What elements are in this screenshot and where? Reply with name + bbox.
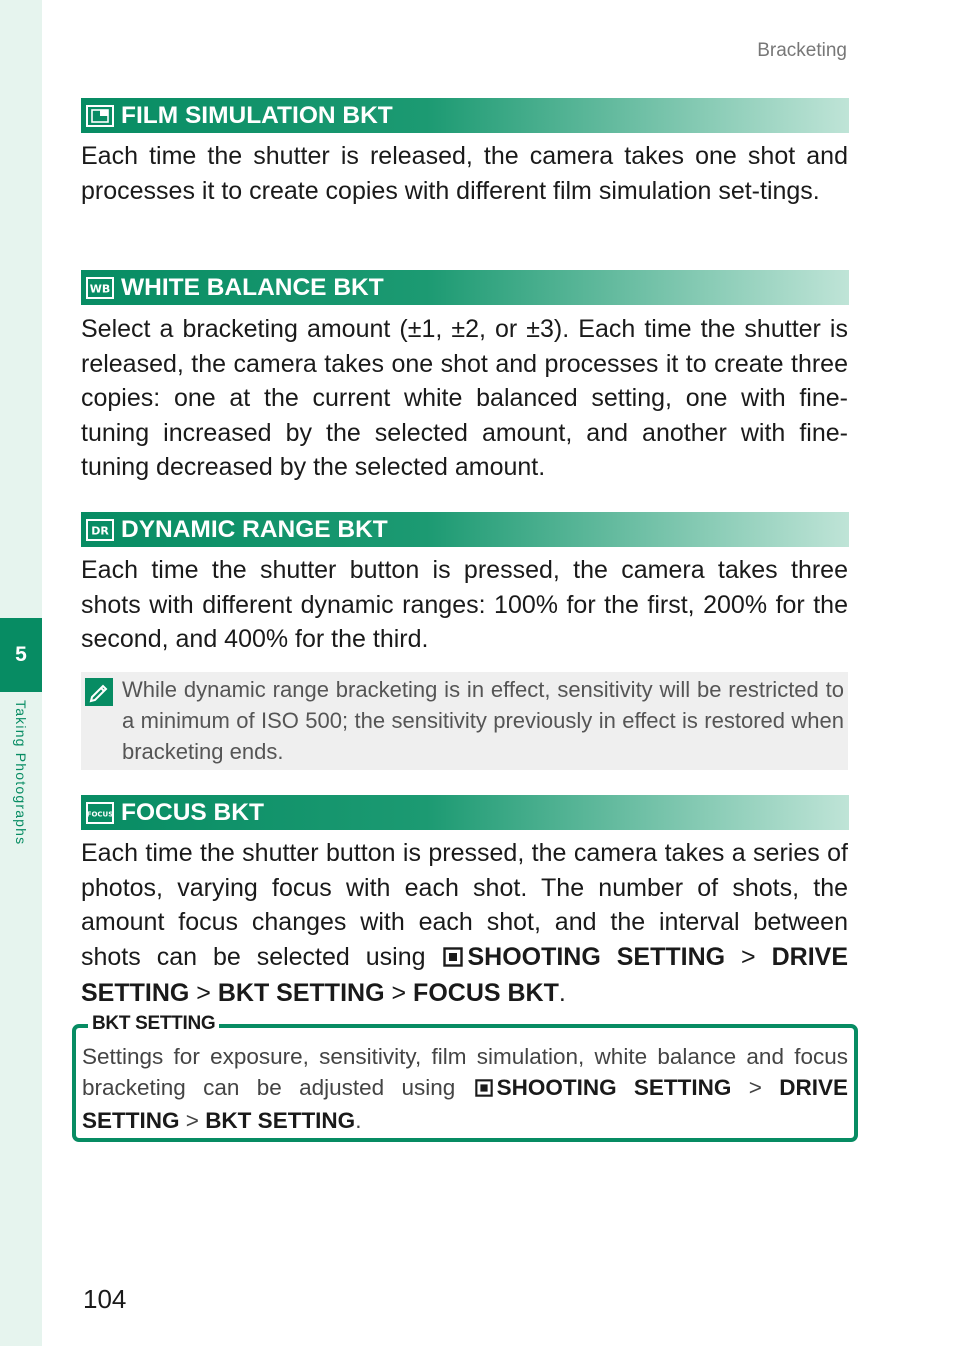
bkt-setting-text — [82, 1041, 848, 1136]
sentence-end: . — [355, 1108, 362, 1133]
section-body-dynamic-range: Each time the shutter button is pressed, the camera takes three shots with different dynamic ranges: 100% for the first, 200% for the second, and 400% for the third. — [81, 556, 848, 653]
section-title: FOCUS BKT — [121, 798, 264, 826]
bkt-setting-box — [72, 1013, 858, 1142]
menu-separator: > — [196, 979, 211, 1007]
svg-text:FOCUS: FOCUS — [86, 810, 114, 818]
page-number: 104 — [83, 1284, 127, 1314]
section-heading-focus — [81, 795, 849, 830]
menu-shooting-setting: SHOOTING SETTING — [496, 1075, 732, 1100]
menu-focus-bkt: FOCUS BKT — [413, 979, 559, 1007]
bkt-lead: Settings for exposure, sensitivity, film simulation, white balance and focus bracketing can be adjusted using — [82, 1044, 848, 1100]
shooting-setting-icon — [443, 942, 463, 977]
note-box — [81, 672, 848, 770]
section-title: WHITE BALANCE BKT — [121, 273, 384, 301]
menu-bkt-setting: BKT SETTING — [217, 979, 385, 1007]
menu-separator: > — [741, 942, 756, 971]
chapter-label: Taking Photographs — [13, 700, 29, 846]
section-body-focus — [81, 836, 848, 1011]
bkt-setting-title: BKT SETTING — [88, 1012, 219, 1036]
section-body-white-balance: Select a bracketing amount (±1, ±2, or ±3). Each time the shutter is released, the camera takes one shot and processes it to create three copies: one at the current white balanced setting, one with fine-tuning increased by the selected amount, and another with fine-tuning decreased by the selected amount. — [81, 315, 848, 481]
film-simulation-icon — [85, 104, 115, 128]
section-title: FILM SIMULATION BKT — [121, 101, 393, 129]
focus-icon — [85, 801, 115, 825]
menu-separator: > — [391, 979, 407, 1007]
wb-icon — [85, 276, 115, 300]
menu-separator: > — [185, 1108, 199, 1133]
dr-icon — [85, 518, 115, 542]
section-heading-white-balance — [81, 270, 849, 305]
svg-text:DR: DR — [91, 524, 109, 537]
section-heading-film-simulation — [81, 98, 849, 133]
section-heading-dynamic-range — [81, 512, 849, 547]
note-pencil-icon — [84, 677, 114, 712]
menu-shooting-setting: SHOOTING SETTING — [467, 942, 726, 971]
menu-bkt-setting: BKT SETTING — [205, 1108, 356, 1133]
svg-text:WB: WB — [89, 282, 111, 295]
focus-body-lead: Each time the shutter button is pressed, the camera takes a series of photos, varying focus with each shot. The number of shots, the amount focus changes with each shot, and the interval between shots can be selected using — [81, 839, 848, 971]
menu-drive-setting: DRIVE SETTING — [82, 1075, 848, 1133]
menu-separator: > — [748, 1075, 762, 1100]
sentence-end: . — [558, 979, 566, 1007]
running-head: Bracketing — [757, 40, 847, 61]
menu-drive-setting: DRIVE SETTING — [81, 942, 849, 1007]
section-body-film-simulation: Each time the shutter is released, the camera takes one shot and processes it to create copies with different film simulation set-tings. — [81, 142, 848, 205]
section-title: DYNAMIC RANGE BKT — [121, 515, 388, 543]
note-text: While dynamic range bracketing is in effect, sensitivity will be restricted to a minimum of ISO 500; the sensitivity previously in effect is restored when bracketing ends. — [122, 677, 844, 764]
shooting-setting-icon — [475, 1074, 493, 1105]
chapter-number-tab: 5 — [0, 618, 42, 692]
